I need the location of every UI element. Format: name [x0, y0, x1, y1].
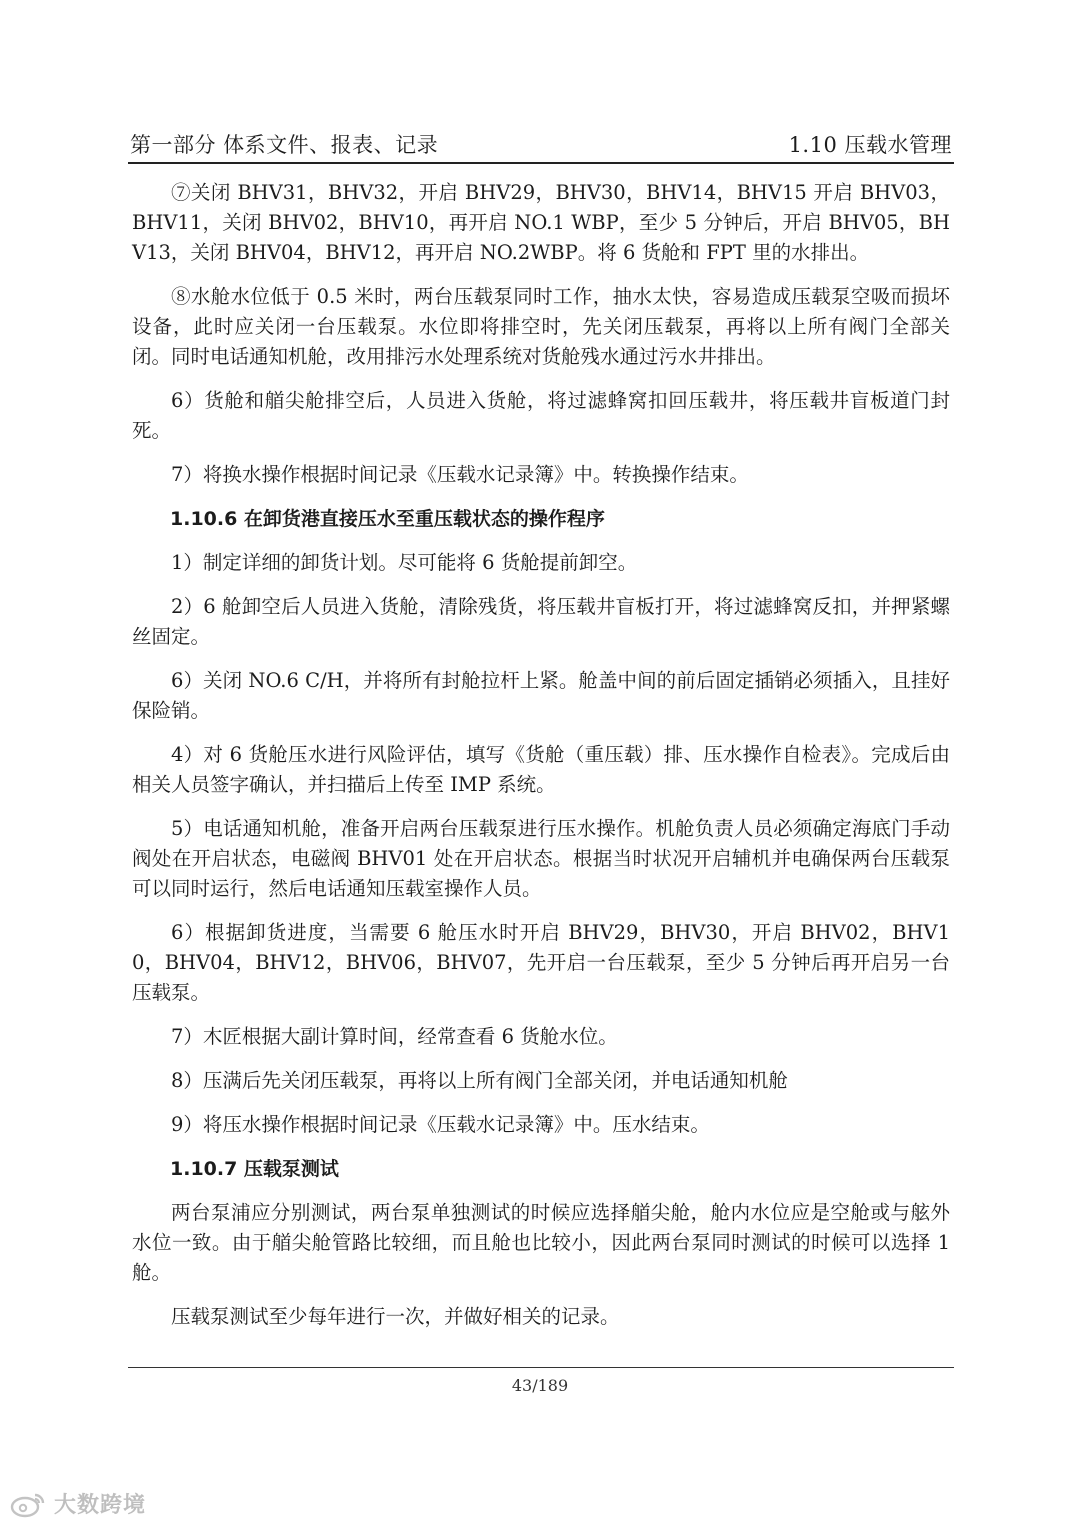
header-section-title: 第一部分 体系文件、报表、记录 — [130, 133, 439, 157]
paragraph-pump-test-frequency: 压载泵测试至少每年进行一次，并做好相关的记录。 — [171, 1305, 620, 1328]
list-item: 9）将压水操作根据时间记录《压载水记录簿》中。压水结束。 — [171, 1113, 710, 1136]
list-item: 1）制定详细的卸货计划。尽可能将 6 货舱提前卸空。 — [171, 551, 638, 574]
list-item: 6）关闭 NO.6 C/H，并将所有封舱拉杆上紧。舱盖中间的前后固定插销必须插入，且挂好保险销。 — [132, 669, 950, 722]
list-item: 2）6 舱卸空后人员进入货舱，清除残货，将压载井盲板打开，将过滤蜂窝反扣，并押紧螺丝固定。 — [132, 595, 950, 648]
list-item: 8）压满后先关闭压载泵，再将以上所有阀门全部关闭，并电话通知机舱 — [171, 1069, 788, 1092]
list-item: 4）对 6 货舱压水进行风险评估，填写《货舱（重压载）排、压水操作自检表》。完成后由相关人员签字确认，并扫描后上传至 IMP 系统。 — [132, 743, 950, 796]
paragraph-record-exchange: 7）将换水操作根据时间记录《压载水记录簿》中。转换操作结束。 — [171, 463, 749, 486]
page-header — [130, 130, 952, 160]
list-item: 7）木匠根据大副计算时间，经常查看 6 货舱水位。 — [171, 1025, 618, 1048]
page-number: 43/189 — [511, 1376, 569, 1395]
document-body — [132, 178, 950, 1346]
weibo-icon — [10, 1490, 48, 1518]
header-chapter-title: 1.10 压载水管理 — [788, 133, 952, 157]
watermark — [10, 1488, 146, 1519]
paragraph-pump-test-method: 两台泵浦应分别测试，两台泵单独测试的时候应选择艏尖舱，舱内水位应是空舱或与舷外水位一致。由于艏尖舱管路比较细，而且舱也比较小，因此两台泵同时测试的时候可以选择 1 舱。 — [132, 1201, 950, 1284]
footer-divider — [128, 1367, 954, 1368]
paragraph-step-7-valves: ⑦关闭 BHV31，BHV32，开启 BHV29，BHV30，BHV14，BHV15 开启 BHV03，BHV11，关闭 BHV02，BHV10，再开启 NO.1 WBP，至少 5 分钟后，开启 BHV05，BHV13，关闭 BHV04，BHV12，再开启 NO.2WBP。将 6 货舱和 FPT 里的水排出。 — [132, 181, 950, 264]
header-divider — [128, 162, 954, 164]
watermark-text: 大数跨境 — [54, 1493, 147, 1518]
section-heading-1-10-7: 1.10.7 压载泵测试 — [170, 1158, 339, 1180]
paragraph-hold-emptied: 6）货舱和艏尖舱排空后，人员进入货舱，将过滤蜂窝扣回压载井，将压载井盲板道门封死。 — [132, 389, 950, 442]
paragraph-step-8-water-level: ⑧水舱水位低于 0.5 米时，两台压载泵同时工作，抽水太快，容易造成压载泵空吸而损坏设备，此时应关闭一台压载泵。水位即将排空时，先关闭压载泵，再将以上所有阀门全部关闭。同时电话通知机舱，改用排污水处理系统对货舱残水通过污水井排出。 — [132, 285, 950, 368]
list-item: 6）根据卸货进度，当需要 6 舱压水时开启 BHV29，BHV30，开启 BHV02，BHV10，BHV04，BHV12，BHV06，BHV07，先开启一台压载泵，至少 5 分钟后再开启另一台压载泵。 — [132, 921, 950, 1004]
list-item: 5）电话通知机舱，准备开启两台压载泵进行压水操作。机舱负责人员必须确定海底门手动阀处在开启状态，电磁阀 BHV01 处在开启状态。根据当时状况开启辅机并电确保两台压载泵可以同时运行，然后电话通知压载室操作人员。 — [132, 817, 950, 900]
section-heading-1-10-6: 1.10.6 在卸货港直接压水至重压载状态的操作程序 — [170, 508, 605, 530]
